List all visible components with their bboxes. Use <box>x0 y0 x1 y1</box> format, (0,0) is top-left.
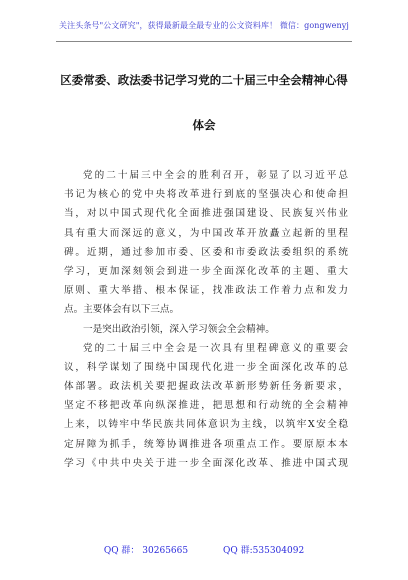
body-line: 坚定不移把改革向纵深推进，把思想和行动统的全会精神 <box>64 400 348 412</box>
body-line: 体部署。政法机关要把握政法改革新形势新任务新要求， <box>64 381 348 393</box>
body-line: 具有重大而深远的意义，为中国改革开放矗立起新的里程 <box>64 227 348 239</box>
section-heading: 一是突出政治引领，深入学习领会全会精神。 <box>83 323 275 335</box>
body-line: 学习，更加深刻领会到进一步全面深化改革的主题、重大 <box>64 265 348 277</box>
document-title-line-1: 区委常委、政法委书记学习党的二十届三中全会精神心得 <box>60 73 348 87</box>
footer-qq-group-2: QQ 群:535304092 <box>222 546 305 556</box>
body-line: 学习《中共中央关于进一步全面深化改革、推进中国式现 <box>64 457 348 469</box>
body-line: 议，科学谋划了围绕中国现代化进一步全面深化改革的总 <box>64 361 348 373</box>
body-line: 点。主要体会有以下三点。 <box>64 304 180 316</box>
body-line: 书记为核心的党中央将改革进行到底的坚强决心和使命担 <box>64 189 348 201</box>
body-line: 当，对以中国式现代化全面推进强国建设、民族复兴伟业 <box>64 208 348 220</box>
footer <box>0 543 408 556</box>
header-divider <box>56 41 352 42</box>
body-line: 碑。近期，通过参加市委、区委和市委政法委组织的系统 <box>64 246 348 258</box>
body-line: 党的二十届三中全会是一次具有里程碑意义的重要会 <box>83 342 348 354</box>
document-title-line-2: 体会 <box>192 118 216 132</box>
body-line: 定屏障为抓手，统筹协调推进各项重点工作。要原原本本 <box>64 438 348 450</box>
header-banner: 关注头条号"公文研究"，获得最新最全最专业的公文资料库！ 微信：gongwenyj <box>59 21 349 30</box>
body-text <box>64 166 348 473</box>
body-line: 原则、重大举措、根本保证，找准政法工作着力点和发力 <box>64 285 348 297</box>
body-line: 党的二十届三中全会的胜利召开，彰显了以习近平总 <box>83 170 348 181</box>
footer-qq-group-1: QQ 群： 30265665 <box>103 546 189 556</box>
body-line: 上来，以铸牢中华民族共同体意识为主线，以筑牢X安全稳 <box>64 419 348 431</box>
